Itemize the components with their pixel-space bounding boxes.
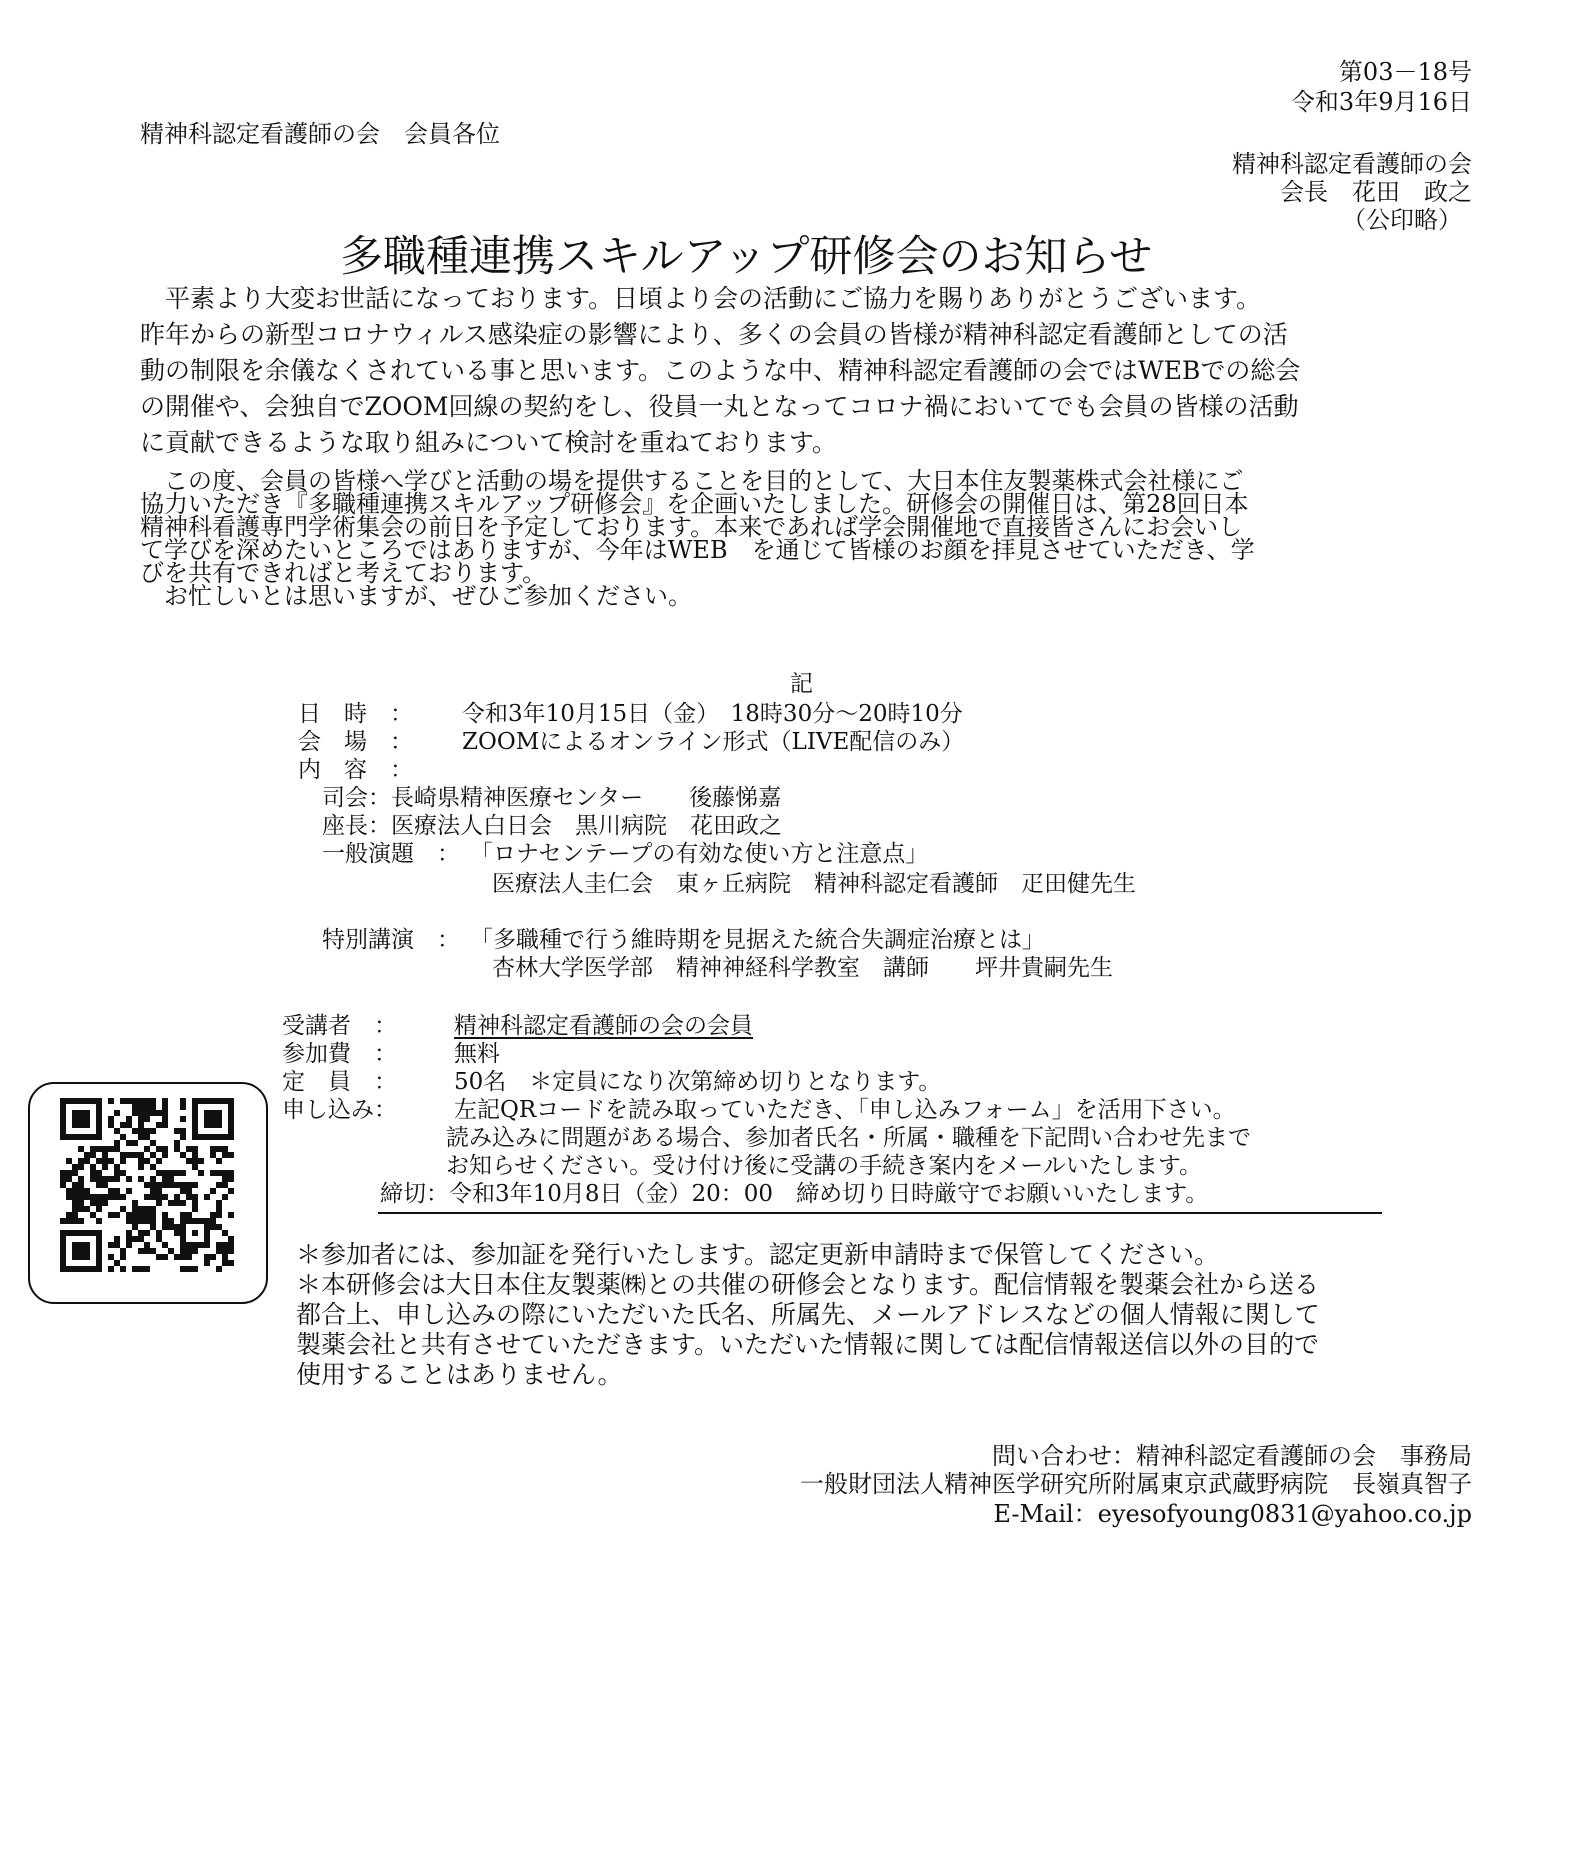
capacity-value: 50名 ＊定員になり次第締め切りとなります。	[454, 1069, 942, 1095]
general-lecture-speaker: 医療法人圭仁会 東ヶ丘病院 精神科認定看護師 疋田健先生	[492, 871, 1136, 897]
purpose-paragraph	[140, 467, 1470, 610]
contact-email[interactable]: E-Mail：eyesofyoung0831@yahoo.co.jp	[993, 1500, 1472, 1528]
special-lecture-label: 特別講演 ：	[322, 927, 460, 953]
moderator-line: 司会：長崎県精神医療センター 後藤悌嘉	[322, 785, 782, 811]
general-lecture-title: 「ロナセンテープの有効な使い方と注意点」	[470, 841, 929, 867]
fee-label: 参加費 ：	[282, 1041, 397, 1067]
special-lecture-title: 「多職種で行う維時期を見据えた統合失調症治療とは」	[470, 927, 1045, 953]
special-lecture-speaker: 杏林大学医学部 精神神経科学教室 講師 坪井貴嗣先生	[492, 955, 1113, 981]
intro-line: の開催や、会独自でZOOM回線の契約をし、役員一丸となってコロナ禍においてでも会員の皆様の活動	[140, 392, 1299, 421]
purpose-line: 精神科看護専門学術集会の前日を予定しております。本来であれば学会開催地で直接皆さんにお会いし	[140, 513, 1243, 541]
ki-heading: 記	[790, 671, 813, 697]
purpose-line: 協力いただき『多職種連携スキルアップ研修会』を企画いたしました。研修会の開催日は、第28回日本	[140, 490, 1249, 518]
intro-line: 動の制限を余儀なくされている事と思います。このような中、精神科認定看護師の会ではWEBでの総会	[140, 356, 1301, 385]
contact-office: 問い合わせ：精神科認定看護師の会 事務局	[992, 1442, 1472, 1470]
seal-note: （公印略）	[1342, 206, 1462, 234]
apply-label: 申し込み：	[282, 1097, 397, 1123]
deadline-line: 締切：令和3年10月8日（金）20：00 締め切り日時厳守でお願いいたします。	[380, 1181, 1209, 1207]
document-title: 多職種連携スキルアップ研修会のお知らせ	[340, 232, 1153, 282]
sender-organization: 精神科認定看護師の会	[1232, 150, 1472, 178]
apply-instruction-1: 左記QRコードを読み取っていただき、「申し込みフォーム」を活用下さい。	[454, 1097, 1236, 1123]
apply-instruction-2: 読み込みに問題がある場合、参加者氏名・所属・職種を下記問い合わせ先まで	[446, 1125, 1251, 1151]
venue-value: ZOOMによるオンライン形式（LIVE配信のみ）	[462, 729, 965, 755]
qr-code[interactable]	[60, 1098, 234, 1272]
document-date: 令和3年9月16日	[1290, 88, 1472, 116]
intro-paragraph	[140, 282, 1470, 459]
apply-instruction-3: お知らせください。受け付け後に受講の手続き案内をメールいたします。	[446, 1153, 1203, 1179]
sender-name: 会長 花田 政之	[1280, 178, 1472, 206]
qr-code-frame	[28, 1082, 268, 1304]
chair-line: 座長：医療法人白日会 黒川病院 花田政之	[322, 813, 782, 839]
purpose-line: びを共有できればと考えております。	[140, 559, 547, 587]
attendee-value: 精神科認定看護師の会の会員	[454, 1013, 753, 1039]
intro-line: 昨年からの新型コロナウィルス感染症の影響により、多くの会員の皆様が精神科認定看護師としての活	[140, 320, 1288, 349]
purpose-line: お忙しいとは思いますが、ぜひご参加ください。	[140, 582, 692, 610]
intro-line: に貢献できるような取り組みについて検討を重ねております。	[140, 428, 837, 457]
note-line: ＊本研修会は大日本住友製薬㈱との共催の研修会となります。配信情報を製薬会社から送る	[296, 1270, 1320, 1299]
general-lecture-label: 一般演題 ：	[322, 841, 460, 867]
datetime-value: 令和3年10月15日（金） 18時30分～20時10分	[462, 701, 963, 727]
venue-label: 会 場 ：	[298, 729, 413, 755]
datetime-label: 日 時 ：	[298, 701, 413, 727]
deadline-underline	[378, 1212, 1382, 1214]
recipient-line: 精神科認定看護師の会 会員各位	[140, 120, 500, 148]
note-line: 使用することはありません。	[296, 1360, 623, 1389]
note-line: ＊参加者には、参加証を発行いたします。認定更新申請時まで保管してください。	[296, 1240, 1220, 1269]
note-line: 製薬会社と共有させていただきます。いただいた情報に関しては配信情報送信以外の目的で	[296, 1330, 1320, 1359]
content-label: 内 容 ：	[298, 757, 413, 783]
capacity-label: 定 員 ：	[282, 1069, 397, 1095]
purpose-line: て学びを深めたいところではありますが、今年はWEB を通じて皆様のお顔を拝見させていただき、学	[140, 536, 1255, 564]
note-line: 都合上、申し込みの際にいただいた氏名、所属先、メールアドレスなどの個人情報に関して	[296, 1300, 1320, 1329]
purpose-line: この度、会員の皆様へ学びと活動の場を提供することを目的として、大日本住友製薬株式会社様にご	[140, 467, 1244, 495]
attendee-label: 受講者 ：	[282, 1013, 397, 1039]
document-number: 第03－18号	[1338, 58, 1472, 86]
contact-hospital: 一般財団法人精神医学研究所附属東京武蔵野病院 長嶺真智子	[800, 1470, 1472, 1498]
fee-value: 無料	[454, 1041, 500, 1067]
intro-line: 平素より大変お世話になっております。日頃より会の活動にご協力を賜りありがとうございます。	[140, 284, 1262, 313]
